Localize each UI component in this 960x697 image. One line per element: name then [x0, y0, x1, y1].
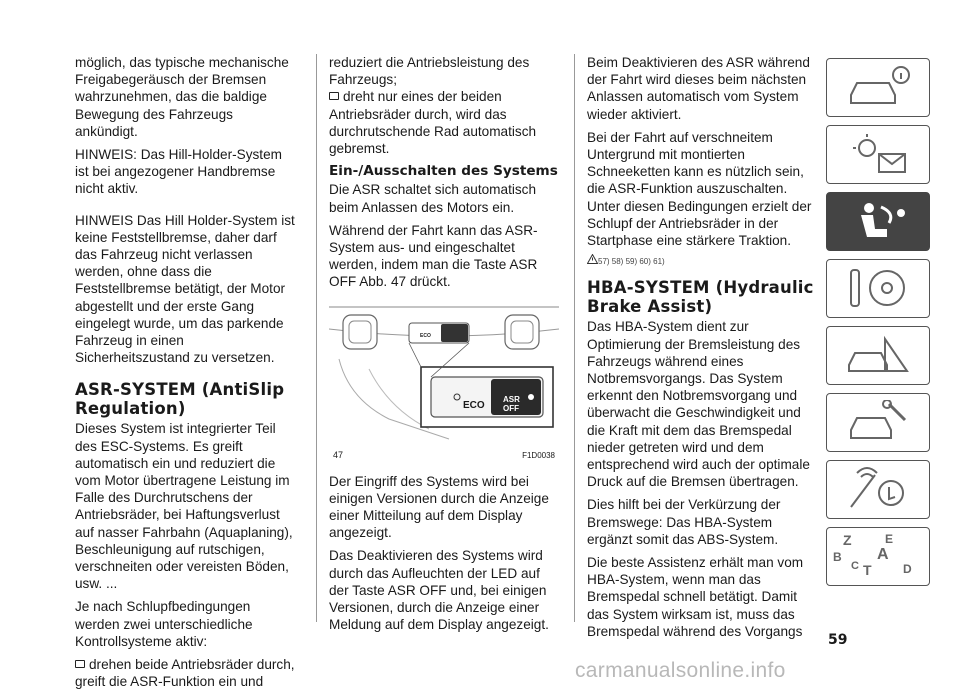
warning-references: 57) 58) 59) 60) 61)	[587, 253, 815, 270]
paragraph: Das HBA-System dient zur Optimierung der Bremsleistung des Fahrzeugs während eines Notbremsvorgangs. Das System erkennt den Notbremsvorgang und überwacht die Geschwindigkeit und die Kraft mit dem das Bremspedal nieder getreten wird und dem entsprechend wird auch der optimale Druck auf die Bremsen übertragen.	[587, 319, 810, 490]
column-divider	[574, 54, 575, 622]
watermark: carmanualsonline.info	[575, 659, 786, 682]
index-letter: T	[863, 562, 872, 578]
warning-lights-icon	[845, 132, 915, 178]
car-crash-icon	[845, 333, 915, 379]
column-1	[75, 54, 297, 697]
paragraph: HINWEIS: Das Hill-Holder-System ist bei angezogener Handbremse nicht aktiv.	[75, 147, 282, 197]
index-letter: B	[833, 550, 842, 564]
paragraph: HINWEIS Das Hill Holder-System ist keine Feststellbremse, daher darf das Fahrzeug nicht verlassen werden, ohne dass die Feststellbremse betätigt, der Motor abgestellt und der erste Gang eingelegt wurde, um das parkende Fahrzeug in einen Sicherheitszustand zu versetzen.	[75, 212, 295, 366]
tab-knowing-the-vehicle[interactable]	[826, 58, 930, 117]
column-2	[329, 54, 559, 639]
column-3	[587, 54, 815, 646]
dashboard-illustration	[329, 299, 559, 449]
eco-button-label-small: ECO	[420, 332, 431, 339]
index-letter: A	[877, 546, 889, 563]
car-info-icon	[845, 65, 915, 111]
tab-servicing-and-care[interactable]	[826, 393, 930, 452]
paragraph: Das Deaktivieren des Systems wird durch das Aufleuchten der LED auf der Taste ASR OFF und, bei einigen Versionen, durch die Anzeige einer Meldung auf dem Display angezeigt.	[329, 548, 549, 633]
warning-triangle-icon	[587, 254, 598, 264]
paragraph: Beim Deaktivieren des ASR während der Fahrt wird dieses beim nächsten Anlassen automatisch vom System wieder aktiviert.	[587, 55, 810, 122]
paragraph: reduziert die Antriebsleistung des Fahrzeugs;	[329, 55, 530, 88]
bullet-item: dreht nur eines der beiden Antriebsräder durch, wird das durchrutschende Rad automatisch gebremst.	[329, 89, 537, 157]
bullet-icon	[329, 92, 339, 100]
tab-multimedia[interactable]	[826, 460, 930, 519]
paragraph: möglich, das typische mechanische Freigabegeräusch der Bremsen wahrzunehmen, das die baldige Bewegung des Fahrzeugs ankündigt.	[75, 55, 289, 139]
paragraph: Bei der Fahrt auf verschneitem Untergrund mit montierten Schneeketten kann es nützlich sein, die ASR-Funktion auszuschalten. Unter diesen Bedingungen erzielt der Schlupf der Antriebsräder in der Startphase eine stärkere Traktion.	[587, 129, 812, 249]
paragraph: Die ASR schaltet sich automatisch beim Anlassen des Motors ein.	[329, 182, 537, 215]
figure-number: 47	[333, 450, 344, 461]
bullet-item: drehen beide Antriebsräder durch, greift die ASR-Funktion ein und	[75, 657, 295, 690]
paragraph: Dies hilft bei der Verkürzung der Bremswege: Das HBA-System ergänzt somit das ABS-System.	[587, 497, 781, 547]
seat-airbag-icon	[845, 199, 915, 245]
index-letter: Z	[843, 532, 852, 548]
column-divider	[316, 54, 317, 622]
tab-index[interactable]	[826, 527, 930, 586]
paragraph: Der Eingriff des Systems wird bei einigen Versionen durch die Anzeige einer Mitteilung auf dem Display angezeigt.	[329, 473, 549, 541]
asr-off-button-label: ASR OFF	[503, 394, 520, 413]
paragraph: Je nach Schlupfbedingungen werden zwei unterschiedliche Kontrollsysteme aktiv:	[75, 599, 253, 649]
tab-starting-and-driving[interactable]	[826, 259, 930, 318]
multimedia-icon	[845, 467, 915, 513]
page-number: 59	[828, 632, 848, 648]
figure-asr-button	[329, 299, 559, 465]
bullet-icon	[75, 660, 85, 668]
section-heading-asr: ASR-SYSTEM (AntiSlip Regulation)	[75, 380, 285, 419]
paragraph: Dieses System ist integrierter Teil des ESC-Systems. Es greift automatisch ein und reduziert die vom Motor übertragene Leistung im Falle des Durchrutschens der Antriebsräder, bei Haftungsverlust auf nasser Fahrbahn (Aquaplaning), Beschleunigung auf rutschigen, verschneiten oder vereisten Böden, usw. ...	[75, 421, 293, 592]
eco-button-label: ECO	[463, 399, 485, 411]
index-letter: D	[903, 562, 912, 576]
figure-code: F1D0038	[522, 451, 555, 461]
paragraph: Die beste Assistenz erhält man vom HBA-System, wenn man das Bremspedal schnell betätigt. Damit das System wirksam ist, muss das Bremspedal während des Vorgangs	[587, 555, 804, 639]
tab-safety[interactable]	[826, 192, 930, 251]
section-heading-hba: HBA-SYSTEM (Hydraulic Brake Assist)	[587, 278, 814, 317]
steering-key-icon	[845, 266, 915, 312]
paragraph: Während der Fahrt kann das ASR-System aus- und eingeschaltet werden, indem man die Taste ASR OFF Abb. 47 drückt.	[329, 222, 538, 290]
tab-instrument-panel[interactable]	[826, 125, 930, 184]
tab-in-an-emergency[interactable]	[826, 326, 930, 385]
index-letter: C	[851, 560, 859, 572]
subsection-heading: Ein-/Ausschalten des Systems	[329, 163, 558, 180]
chapter-tabs	[826, 58, 932, 594]
index-letter: E	[885, 532, 894, 546]
wrench-car-icon	[845, 400, 915, 446]
